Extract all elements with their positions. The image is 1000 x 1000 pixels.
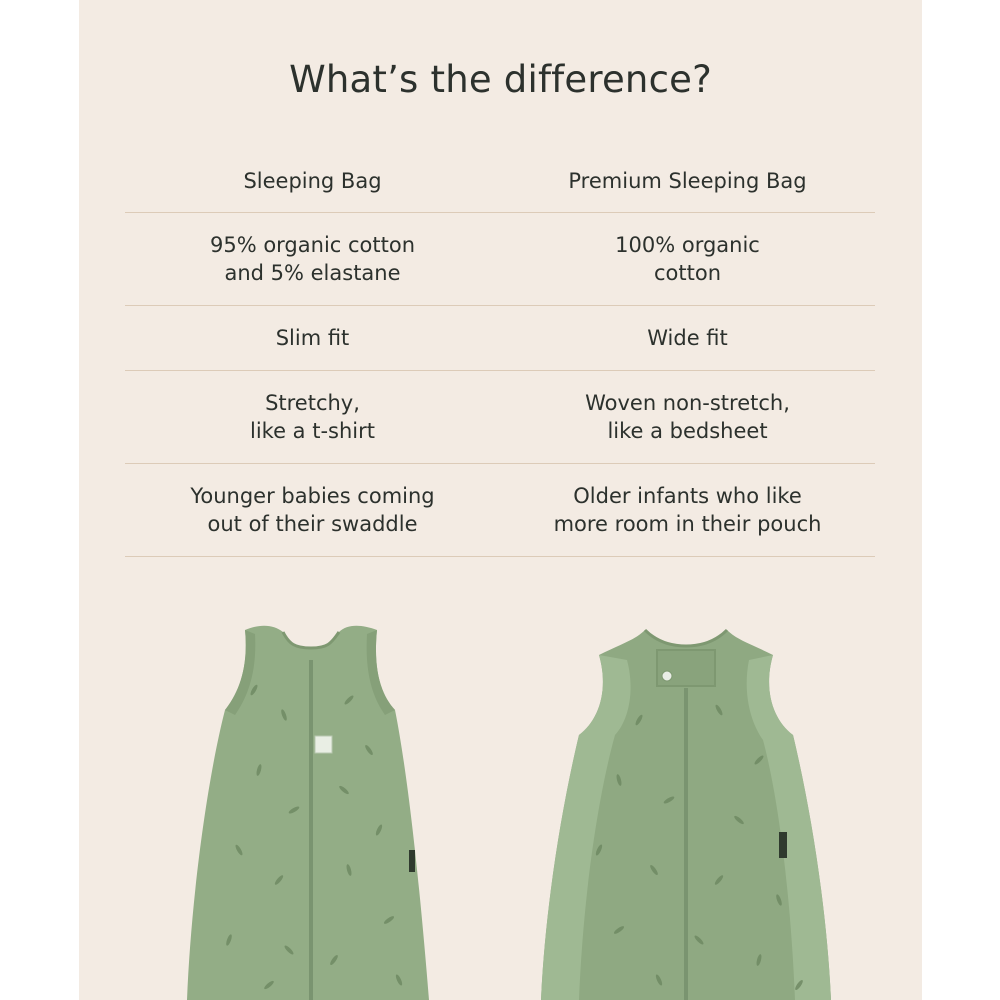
table-row-material <box>125 213 875 306</box>
side-tag-icon <box>779 832 787 858</box>
page-title: What’s the difference? <box>289 58 712 101</box>
sleeping-bag-product <box>187 626 429 1000</box>
bear-tag-icon <box>315 736 332 753</box>
column-header-sleeping-bag: Sleeping Bag <box>243 169 382 193</box>
snap-button-icon <box>662 671 672 681</box>
table-row-stretch <box>125 371 875 464</box>
table-row-fit <box>125 306 875 371</box>
table-cell: Slim fit <box>275 326 350 350</box>
table-cell: Wide fit <box>647 326 728 350</box>
product-illustrations <box>79 600 922 1000</box>
column-header-premium-sleeping-bag: Premium Sleeping Bag <box>568 169 807 193</box>
table-cell: Woven non-stretch, like a bedsheet <box>585 391 790 443</box>
table-cell: Younger babies coming out of their swaddle <box>190 484 435 536</box>
table-row-age <box>125 464 875 557</box>
table-cell: Older infants who like more room in their pouch <box>553 484 822 536</box>
comparison-panel <box>79 0 922 1000</box>
comparison-table <box>125 150 875 557</box>
table-cell: 100% organic cotton <box>615 233 760 285</box>
table-cell: 95% organic cotton and 5% elastane <box>209 233 416 285</box>
premium-sleeping-bag-product <box>541 630 831 1000</box>
side-tag-icon <box>409 850 415 872</box>
table-header-row <box>125 150 875 213</box>
table-cell: Stretchy, like a t-shirt <box>250 391 375 443</box>
